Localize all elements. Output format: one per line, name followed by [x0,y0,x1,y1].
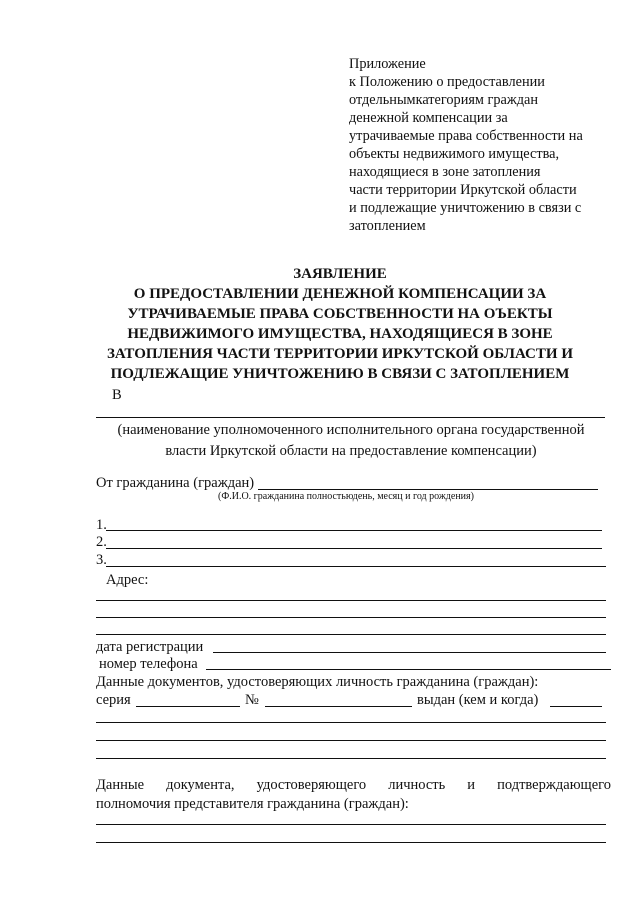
address-line-1[interactable] [96,600,606,601]
authority-note [96,420,606,462]
rep-doc-label-line1 [96,777,611,794]
id-docs-line-3[interactable] [96,758,606,759]
id-docs-label: Данные документов, удостоверяющих личность гражданина (граждан): [96,674,539,690]
address-label: Адрес: [106,572,149,588]
authority-name-line[interactable] [96,417,605,418]
citizen-line-1[interactable] [106,530,602,531]
appendix-line: отдельнымкатегориям граждан [349,92,539,108]
address-line-3[interactable] [96,634,606,635]
from-label: От гражданина (граждан) [96,475,255,491]
title-line: УТРАЧИВАЕМЫЕ ПРАВА СОБСТВЕННОСТИ НА ОЪЕКТЫ [127,306,553,322]
appendix-line: объекты недвижимого имущества, [349,146,560,162]
appendix-line: утрачиваемые права собственности на [349,128,583,144]
phone-line[interactable] [206,669,611,670]
appendix-line: части территории Иркутской области [349,182,577,198]
title-line: НЕДВИЖИМОГО ИМУЩЕСТВА, НАХОДЯЩИЕСЯ В ЗОНЕ [127,326,553,342]
series-line[interactable] [136,706,240,707]
appendix-line: затоплением [349,218,426,234]
rep-doc-word: удостоверяющего [256,777,367,793]
id-docs-line-2[interactable] [96,740,606,741]
series-label: серия [96,692,131,708]
rep-doc-word: подтверждающего [497,777,611,793]
list-number-2: 2. [96,534,107,550]
rep-doc-word: личность [388,777,446,793]
title-line: О ПРЕДОСТАВЛЕНИИ ДЕНЕЖНОЙ КОМПЕНСАЦИИ ЗА [133,286,547,302]
appendix-line: Приложение [349,56,426,72]
appendix-header [349,55,619,235]
rep-doc-word: Данные [96,777,145,793]
rep-doc-word: документа, [166,777,235,793]
title-line: ЗАЯВЛЕНИЕ [293,266,387,282]
title-line: ПОДЛЕЖАЩИЕ УНИЧТОЖЕНИЮ В СВЯЗИ С ЗАТОПЛЕНИЕМ [110,366,570,382]
citizen-name-note: (Ф.И.О. гражданина полностьюдень, месяц и год рождения) [218,491,474,502]
appendix-line: к Положению о предоставлении [349,74,545,90]
authority-note-line2: власти Иркутской области на предоставление компенсации) [165,443,537,459]
rep-doc-word: и [467,777,476,793]
issued-label: выдан (кем и когда) [417,692,539,708]
phone-label: номер телефона [99,656,198,672]
number-line[interactable] [265,706,412,707]
issued-line[interactable] [550,706,602,707]
address-line-2[interactable] [96,617,606,618]
document-title [60,264,620,384]
rep-doc-line-2[interactable] [96,842,606,843]
title-line: ЗАТОПЛЕНИЯ ЧАСТИ ТЕРРИТОРИИ ИРКУТСКОЙ ОБЛАСТИ И [107,346,573,362]
appendix-line: и подлежащие уничтожению в связи с [349,200,582,216]
citizen-line-3[interactable] [106,566,606,567]
id-docs-line-1[interactable] [96,722,606,723]
list-number-1: 1. [96,517,107,533]
appendix-line: денежной компенсации за [349,110,508,126]
appendix-line: находящиеся в зоне затопления [349,164,541,180]
citizen-line-2[interactable] [106,548,602,549]
authority-note-line1: (наименование уполномоченного исполнительного органа государственной [117,422,585,438]
reg-date-label: дата регистрации [96,639,204,655]
rep-doc-label-line2: полномочия представителя гражданина (граждан): [96,796,409,812]
citizen-name-line[interactable] [258,489,598,490]
rep-doc-line-1[interactable] [96,824,606,825]
reg-date-line[interactable] [213,652,606,653]
to-label: В [112,387,122,403]
list-number-3: 3. [96,552,107,568]
number-label: № [245,692,259,708]
